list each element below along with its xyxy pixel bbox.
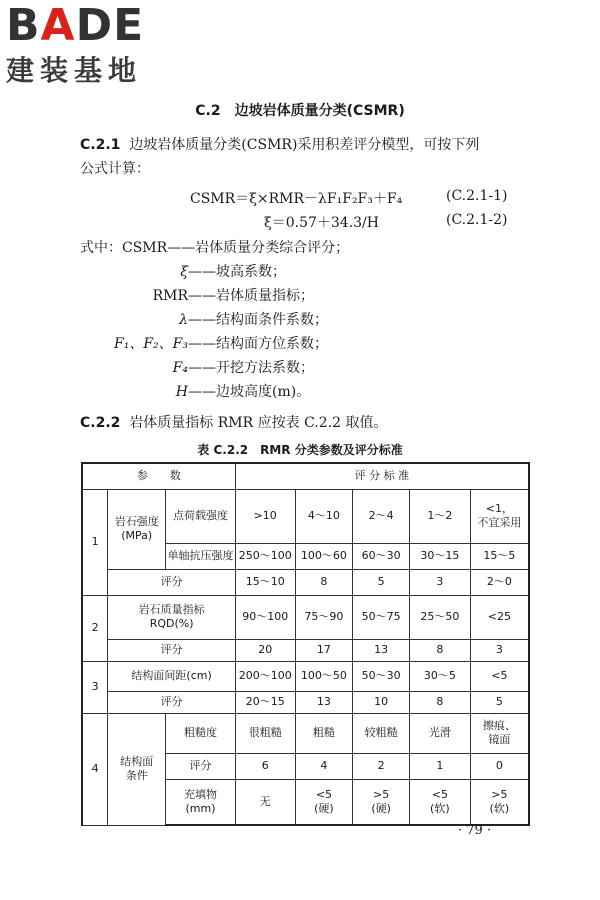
table-cell: 100～50 bbox=[295, 661, 353, 691]
table-cell: 光滑 bbox=[410, 713, 471, 753]
parameter-name bbox=[108, 489, 166, 569]
definition-text: 岩体质量指标； bbox=[216, 288, 314, 304]
table-cell bbox=[295, 779, 353, 825]
cell-line: <5 bbox=[431, 787, 448, 801]
cell-line: 擦痕、 bbox=[482, 719, 516, 732]
cell-line: >5 bbox=[373, 787, 390, 801]
table-cell: 5 bbox=[470, 691, 529, 713]
sub-parameter: 粗糙度 bbox=[166, 713, 236, 753]
definition-text: 结构面方位系数； bbox=[216, 336, 328, 352]
sub-parameter-line: 充填物 bbox=[184, 787, 217, 801]
table-header-row bbox=[82, 463, 529, 489]
table-row bbox=[82, 489, 529, 543]
table-cell: 8 bbox=[410, 691, 471, 713]
table-row bbox=[82, 569, 529, 595]
header-parameters: 参 数 bbox=[82, 463, 235, 489]
table-cell: 15～10 bbox=[235, 569, 295, 595]
table-cell: 0 bbox=[470, 753, 529, 779]
cell-line: <1， bbox=[485, 502, 513, 515]
table-cell: 2～0 bbox=[470, 569, 529, 595]
definition-dash: —— bbox=[188, 288, 216, 304]
logo-letter-accent: A bbox=[40, 0, 76, 51]
table-cell: 13 bbox=[295, 691, 353, 713]
table-cell: 2～4 bbox=[353, 489, 410, 543]
table-cell: >10 bbox=[235, 489, 295, 543]
table-cell: 5 bbox=[353, 569, 410, 595]
sub-parameter-line: (mm) bbox=[185, 801, 216, 815]
sub-parameter bbox=[166, 779, 236, 825]
logo-letters: DE bbox=[75, 0, 145, 51]
score-label: 评分 bbox=[108, 639, 235, 661]
definition-text: 结构面条件系数； bbox=[216, 312, 328, 328]
table-cell: 25～50 bbox=[410, 595, 471, 639]
logo-subtitle: 建装基地 bbox=[6, 54, 143, 87]
definition-symbol: F₁、F₂、F₃ bbox=[114, 336, 188, 352]
rmr-classification-table bbox=[81, 462, 530, 826]
table-cell: 10 bbox=[353, 691, 410, 713]
parameter-name-line: (MPa) bbox=[121, 529, 153, 542]
table-cell: 3 bbox=[470, 639, 529, 661]
sub-parameter: 点荷载强度 bbox=[166, 489, 236, 543]
table-row bbox=[82, 691, 529, 713]
parameter-name: 结构面间距(cm) bbox=[108, 661, 235, 691]
table-cell: 粗糙 bbox=[295, 713, 353, 753]
cell-line: (硬) bbox=[371, 801, 391, 815]
table-cell: 1～2 bbox=[410, 489, 471, 543]
table-title: 表 C.2.2 RMR 分类参数及评分标准 bbox=[197, 443, 403, 457]
table-cell: 30～15 bbox=[410, 543, 471, 569]
table-cell: 8 bbox=[410, 639, 471, 661]
table-row bbox=[82, 661, 529, 691]
header-scoring-standard: 评 分 标 准 bbox=[235, 463, 529, 489]
definition-row bbox=[80, 260, 349, 284]
table-cell: 15～5 bbox=[470, 543, 529, 569]
cell-line: (软) bbox=[489, 801, 510, 815]
table-cell: 4～10 bbox=[295, 489, 353, 543]
table-cell: 很粗糙 bbox=[235, 713, 295, 753]
table-cell: 6 bbox=[235, 753, 295, 779]
definition-symbol: ξ bbox=[180, 264, 188, 280]
table-cell: 100～60 bbox=[295, 543, 353, 569]
table-cell: <25 bbox=[470, 595, 529, 639]
group-number: 2 bbox=[82, 595, 108, 661]
definitions-list bbox=[80, 236, 349, 404]
table-cell: 13 bbox=[353, 639, 410, 661]
table-cell: 较粗糙 bbox=[353, 713, 410, 753]
cell-line: >5 bbox=[491, 787, 508, 801]
clause-number: C.2.2 bbox=[80, 415, 121, 431]
score-label: 评分 bbox=[108, 569, 235, 595]
clause-number: C.2.1 bbox=[80, 137, 121, 153]
parameter-name-line: 岩石强度 bbox=[114, 515, 159, 528]
group-number: 4 bbox=[82, 713, 108, 825]
definition-row bbox=[80, 308, 349, 332]
definition-symbol: F₄ bbox=[172, 360, 188, 376]
table-cell: 8 bbox=[295, 569, 353, 595]
table-cell: 50～75 bbox=[353, 595, 410, 639]
cell-line: 不宜采用 bbox=[477, 516, 522, 529]
cell-line: 镜面 bbox=[488, 733, 511, 746]
definition-dash: —— bbox=[188, 360, 216, 376]
table-cell bbox=[410, 779, 471, 825]
definition-row bbox=[80, 380, 349, 404]
definition-dash: —— bbox=[188, 264, 216, 280]
equation-number-2: (C.2.1-2) bbox=[446, 212, 508, 228]
parameter-name-line: 结构面 bbox=[120, 755, 154, 768]
definition-dash: —— bbox=[188, 312, 216, 328]
paragraph-text: 岩体质量指标 RMR 应按表 C.2.2 取值。 bbox=[129, 415, 388, 431]
definition-dash: —— bbox=[167, 240, 196, 256]
table-cell: 4 bbox=[295, 753, 353, 779]
parameter-name-line: 岩石质量指标 bbox=[138, 603, 205, 616]
table-cell: 17 bbox=[295, 639, 353, 661]
definition-row bbox=[80, 332, 349, 356]
table-cell: 30～5 bbox=[410, 661, 471, 691]
definition-text: 坡高系数； bbox=[216, 264, 286, 280]
definition-text: 岩体质量分类综合评分； bbox=[195, 240, 350, 256]
definition-dash: —— bbox=[188, 384, 216, 400]
definition-symbol: H bbox=[175, 384, 188, 400]
definition-symbol: λ bbox=[179, 312, 188, 328]
definitions-intro: 式中： bbox=[80, 240, 122, 256]
table-cell: 20 bbox=[235, 639, 295, 661]
table-row bbox=[82, 639, 529, 661]
table-cell: 75～90 bbox=[295, 595, 353, 639]
table-cell: 3 bbox=[410, 569, 471, 595]
definition-row bbox=[80, 356, 349, 380]
table-cell: 20～15 bbox=[235, 691, 295, 713]
formula-xi: ξ＝0.57＋34.3/H bbox=[264, 215, 379, 231]
definition-symbol: CSMR bbox=[122, 240, 168, 256]
cell-line: <5 bbox=[315, 787, 333, 801]
formula-csmr: CSMR＝ξ×RMR－λF₁F₂F₃＋F₄ bbox=[190, 191, 403, 207]
page-number: · 79 · bbox=[458, 823, 492, 838]
paragraph-c-2-2 bbox=[80, 412, 387, 434]
cell-line: (硬) bbox=[314, 801, 334, 815]
sub-parameter: 评分 bbox=[166, 753, 236, 779]
parameter-name bbox=[108, 595, 235, 639]
table-cell: 2 bbox=[353, 753, 410, 779]
paragraph-c-2-1-line2: 公式计算： bbox=[80, 161, 150, 177]
table-row bbox=[82, 713, 529, 753]
table-cell: 250～100 bbox=[235, 543, 295, 569]
table-cell: 90～100 bbox=[235, 595, 295, 639]
logo-wordmark bbox=[6, 0, 176, 51]
parameter-name-line: RQD(%) bbox=[149, 617, 194, 630]
table-cell: 60～30 bbox=[353, 543, 410, 569]
table-cell: <5 bbox=[470, 661, 529, 691]
table-cell bbox=[470, 713, 529, 753]
equation-number-1: (C.2.1-1) bbox=[446, 188, 508, 204]
table-row bbox=[82, 595, 529, 639]
score-label: 评分 bbox=[108, 691, 235, 713]
table-cell bbox=[470, 489, 529, 543]
parameter-name-line: 条件 bbox=[125, 769, 148, 782]
logo-letter: B bbox=[6, 0, 41, 51]
site-logo bbox=[6, 0, 176, 88]
table-cell: 200～100 bbox=[235, 661, 295, 691]
sub-parameter: 单轴抗压强度 bbox=[166, 543, 236, 569]
definition-row bbox=[80, 284, 349, 308]
group-number: 3 bbox=[82, 661, 108, 713]
group-number: 1 bbox=[82, 489, 108, 595]
section-title: C.2 边坡岩体质量分类(CSMR) bbox=[195, 103, 405, 119]
table-cell: 50～30 bbox=[353, 661, 410, 691]
parameter-name bbox=[108, 713, 166, 825]
definition-text: 边坡高度(m)。 bbox=[216, 384, 311, 400]
table-cell: 无 bbox=[235, 779, 295, 825]
definition-symbol: RMR bbox=[152, 288, 188, 304]
table-cell: 1 bbox=[410, 753, 471, 779]
paragraph-text: 边坡岩体质量分类(CSMR)采用积差评分模型，可按下列 bbox=[129, 137, 480, 153]
definition-dash: —— bbox=[188, 336, 216, 352]
table-cell bbox=[353, 779, 410, 825]
definition-row bbox=[80, 236, 349, 260]
paragraph-c-2-1-line1 bbox=[80, 134, 479, 156]
cell-line: (软) bbox=[430, 801, 450, 815]
definition-text: 开挖方法系数； bbox=[216, 360, 314, 376]
table-cell bbox=[470, 779, 529, 825]
